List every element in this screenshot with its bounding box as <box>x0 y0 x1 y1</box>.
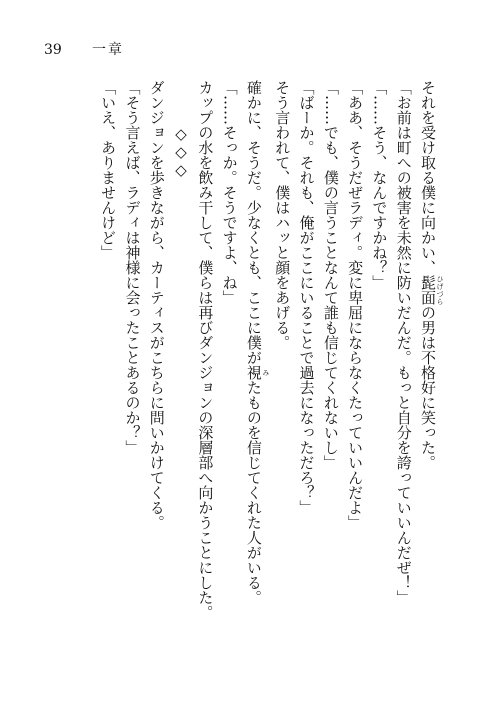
text-line: 確かに、そうだ。少なくとも、ここに僕が視 みたものを信じてくれた人がいる。 <box>244 80 270 605</box>
text-line: ダンジョンを歩きながら、カーティスがこちらに問いかけてくる。 <box>147 80 166 530</box>
text-line: 「……でも、僕の言うことなんて誰も信じてくれないし」 <box>321 80 340 470</box>
page-number: 39 <box>44 42 62 58</box>
text-line: カップの水を飲み干して、僕らは再びダンジョンの深層部へ向かうことにした。 <box>196 80 215 620</box>
text-line: 「そう言えば、ラディは神様に会ったことあるのか？」 <box>123 80 142 455</box>
chapter-title: 一章 <box>92 42 124 58</box>
text-line: 「……そう、なんですかね？」 <box>370 80 389 290</box>
body-text <box>96 80 444 640</box>
text-line: 「……そっか。そうですよ、ね」 <box>220 80 239 305</box>
text-line: 「いえ、ありませんけど」 <box>99 80 118 260</box>
text-line: 「ばーか。それも、俺がここにいることで過去になっただろ？」 <box>297 80 316 515</box>
text-line: 「ああ、そうだぜラディ。変に卑屈にならなくたっていいんだよ」 <box>346 80 365 530</box>
text-line: それを受け取る僕に向かい、髭面 ひげづらの男は不格好に笑った。 <box>419 80 444 470</box>
text-line: そう言われて、僕はハッと顔をあげる。 <box>273 80 292 350</box>
running-head <box>0 41 500 61</box>
ruby-word: 視 み <box>244 365 270 380</box>
ruby-word: 髭面 ひげづら <box>419 275 444 305</box>
text-line: 「お前は町への被害を未然に防いだんだ。もっと自分を誇っていいんだぜ！」 <box>394 80 413 605</box>
section-separator: ◇◇◇ <box>172 125 191 179</box>
